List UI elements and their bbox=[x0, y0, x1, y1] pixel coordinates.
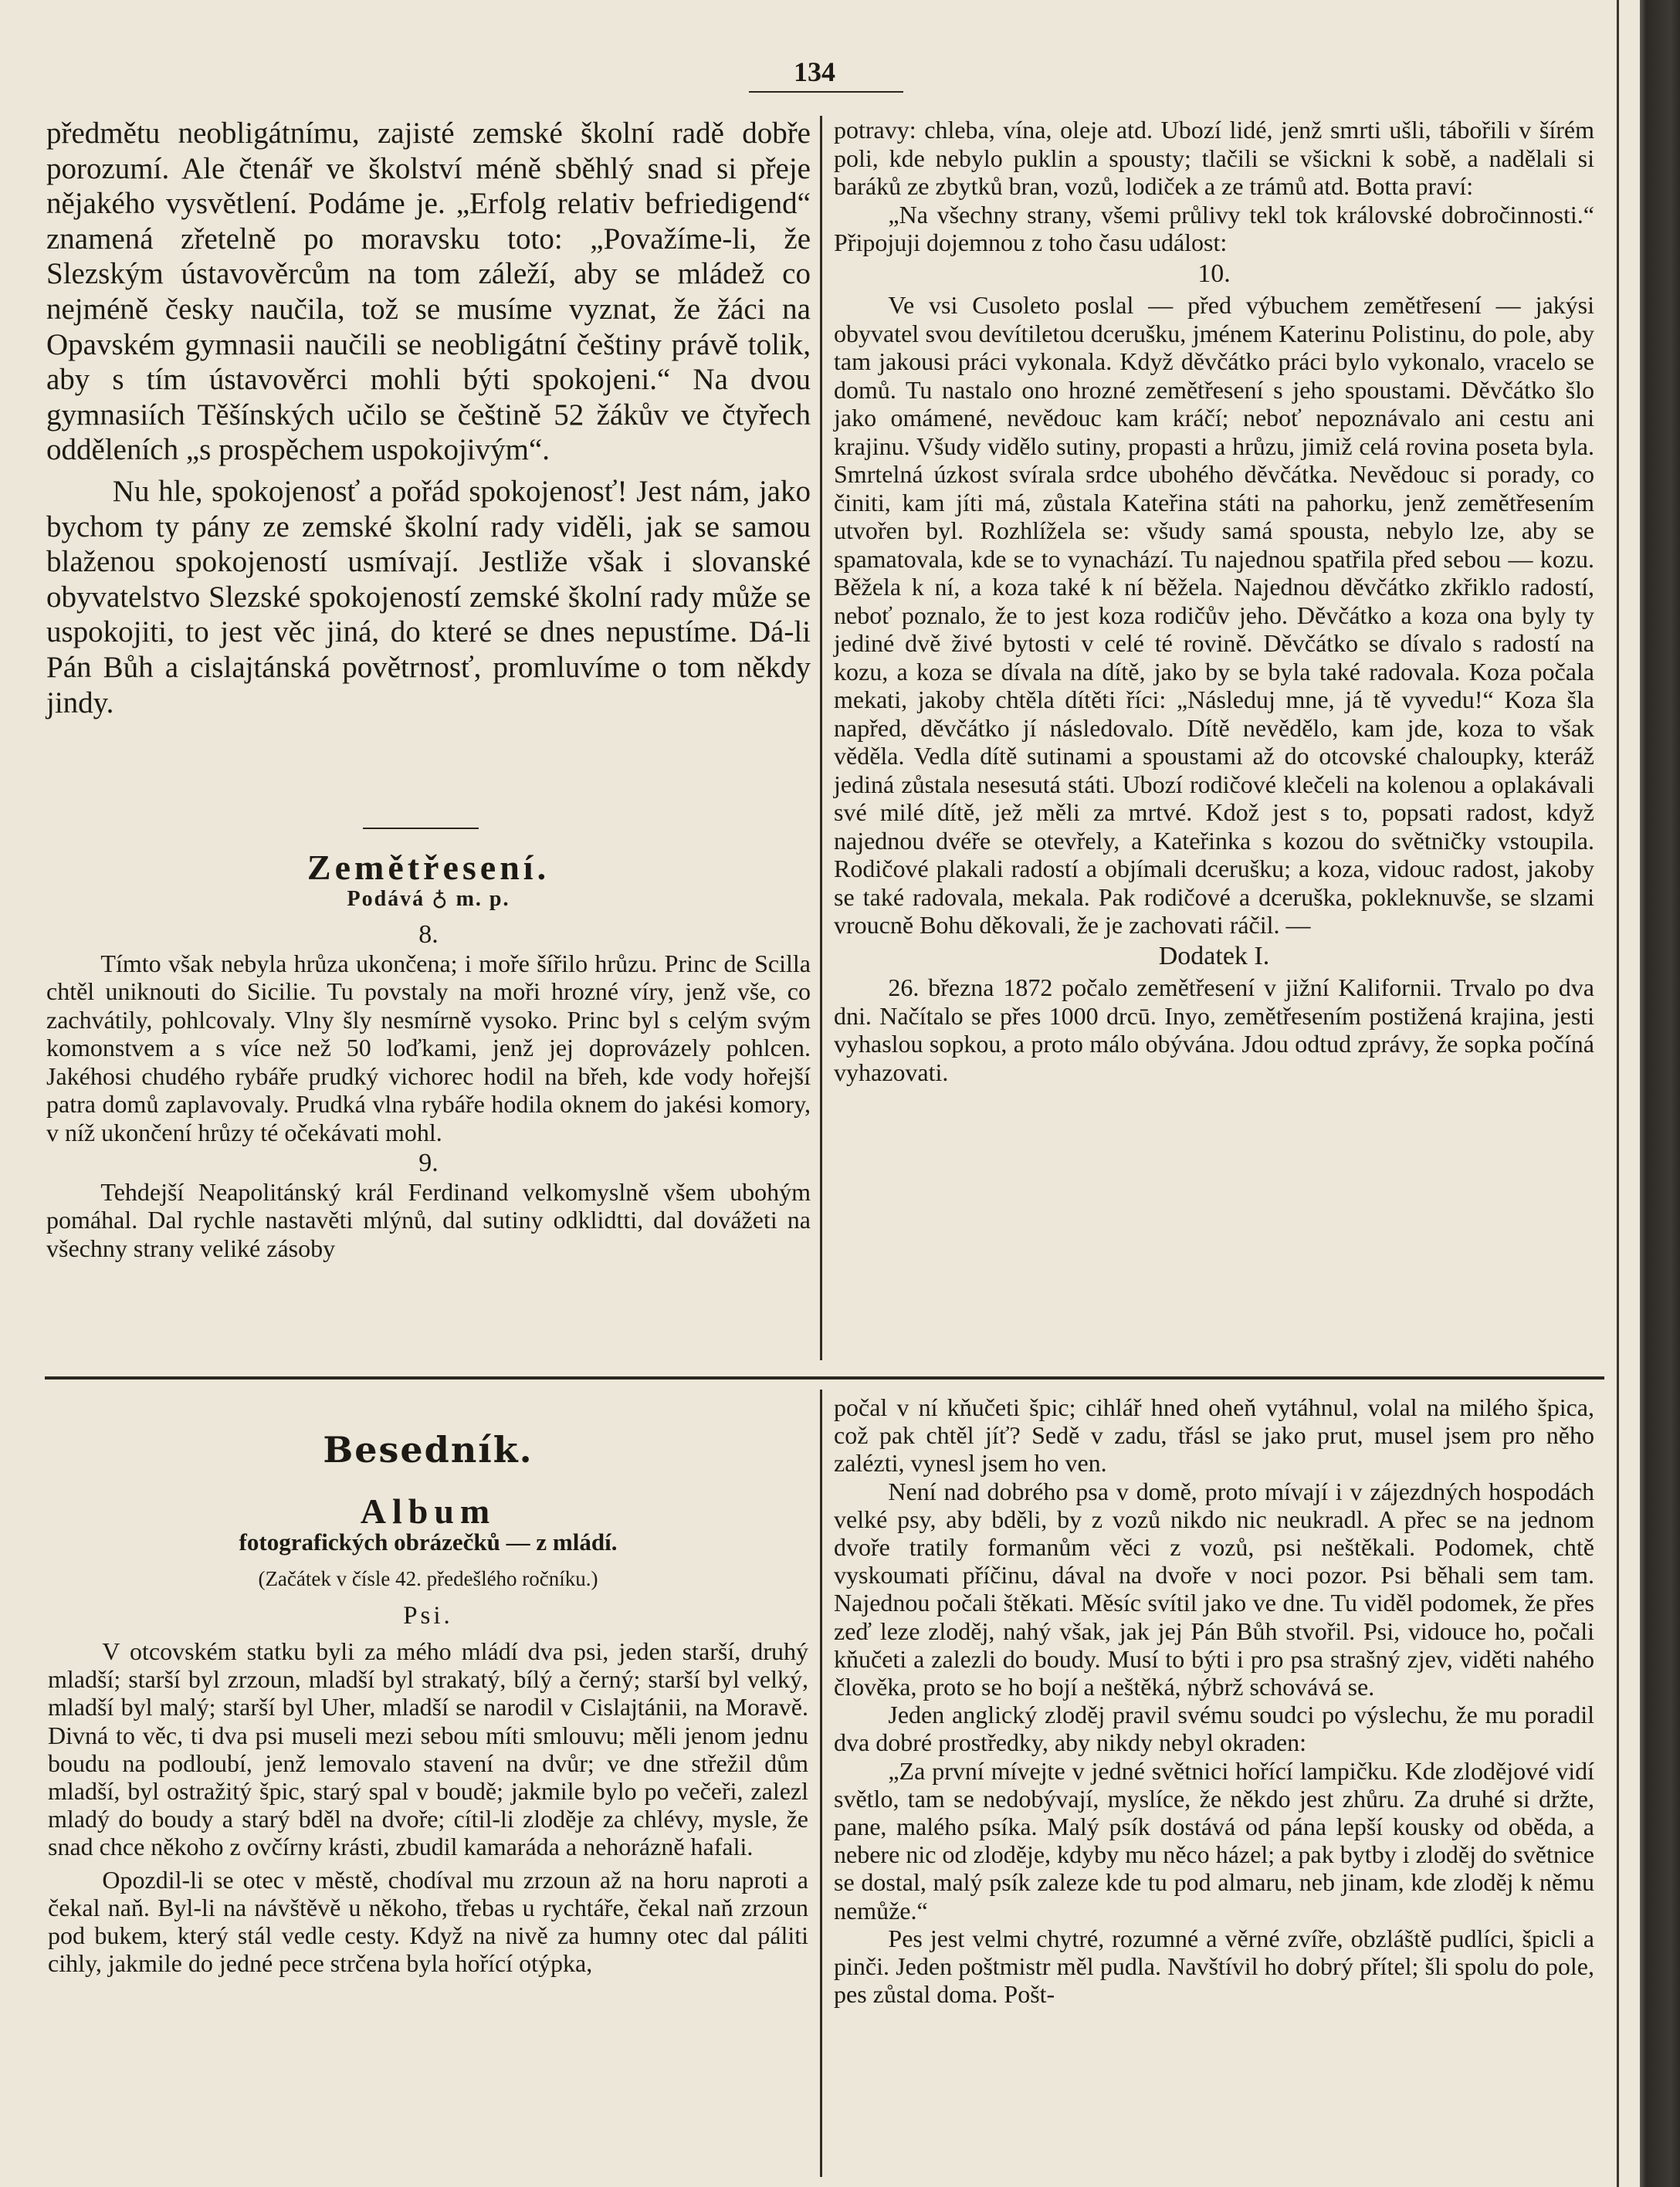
article-end-rule bbox=[363, 828, 479, 829]
quake-title: Zemětřesení. bbox=[307, 848, 550, 887]
album-note: (Začátek v čísle 42. předešlého ročníku.) bbox=[258, 1566, 598, 1590]
paragraph: předmětu neobligátnímu, zajisté zemské školní radě dobře porozumí. Ale čtenář ve školství méně sběhlý snad si přeje nějakého vysvětlení. Podáme je. „Erfolg relativ befriedigend“ znamená zřetelně po moravsku toto: „Považíme-li, že Slezským ústavověrcům na tom záleží, aby se mládež co nejméně česky naučila, tož se musíme vyznat, že žáci na Opavském gymnasii naučili se neobligátní češtiny právě tolik, aby s tím ústavověrci mohli býti spokojeni.“ Na dvou gymnasiích Těšínských učilo se češtině 52 žákův ve čtyřech odděleních „s prospěchem uspokojivým“. bbox=[46, 117, 811, 467]
psi-title: Psi. bbox=[403, 1601, 453, 1630]
besednik-right-column bbox=[834, 1393, 1594, 2008]
paragraph: Opozdil-li se otec v městě, chodíval mu zrzoun až na horu naproti a čekal naň. Byl-li na návštěvě u někoho, třebas u rychtáře, čekal naň zrzoun pod bukem, který stál vedle cesty. Když na nivě za humny otec dal páliti cihly, jakmile do jedné pece strčena byla hořící otýpka, bbox=[48, 1865, 808, 1978]
left-column-top bbox=[46, 116, 811, 720]
page-binding-edge bbox=[1640, 0, 1680, 2187]
section-number: 9. bbox=[418, 1149, 439, 1177]
paragraph: Ve vsi Cusoleto poslal — před výbuchem zemětřesení — jakýsi obyvatel svou devítiletou dcerušku, jménem Katerinu Polistinu, do pole, aby tam jakousi práci vykonala. Když děvčátko práci bylo vykonalo, vracelo se domů. Tu nastalo ono hrozné zemětřesení s jeho spoustami. Děvčátko šlo jako omámené, nevědouc kam kráčí; neboť nepoznávalo ani cestu ani krajinu. Všudy vidělo sutiny, propasti a hrůzu, jimiž celá rovina poseta byla. Smrtelná úzkost svírala srdce ubohého děvčátka. Nevědouc si porady, co činiti, kam jíti má, zůstala Kateřina státi na pahorku, jenž zemětřesením utvořen byl. Rozhlížela se: všudy samá spousta, nebylo lze, aby se spamatovala, kde se to vynachází. Tu najednou spatřila před sebou — kozu. Běžela k ní, a koza také k ní běžela. Najednou děvčátko zkřiklo radostí, neboť poznalo, že to jest koza rodičův jeho. Děvčátko a koza ona byly ty jediné dvě živé bytosti v celé té rovině. Děvčátko se dívalo s radostí na kozu, a koza se dívala na dítě, jako by se byla také radovala. Koza počala mekati, jakoby chtěla dítěti říci: „Následuj mne, já tě vyvedu!“ Koza šla napřed, děvčátko jí následovalo. Dítě nevědělo, kam jde, koza to však věděla. Vedla dítě sutinami a spoustami až do otcovské chaloupky, kteráž jediná zůstala nesesutá státi. Ubozí rodičové klečeli na kolenou a oplakávali své milé dítě, jež měli za mrtvé. Kdož jest s to, popsati radost, když najednou dvéře se otevřely, a Kateřinka s kozou do světničky vstoupila. Rodičové plakali radostí a objímali dcerušku; a koza, vidouc radost, jakoby se také radovala, mekala. Pak rodičové a dceruška, pokleknuvše, se slzami vroucně Bohu děkovali, že je zachovati ráčil. — bbox=[834, 291, 1594, 939]
paragraph: potravy: chleba, vína, oleje atd. Ubozí lidé, jenž smrti ušli, tábořili v šírém poli, kde nebylo puklin a spousty; tlačili se všickni k sobě, a nadělali si baráků ze zbytků bran, vozů, lodiček a ze trámů atd. Botta praví: bbox=[834, 116, 1594, 200]
quake-article-left bbox=[46, 849, 811, 1262]
paragraph: Tehdejší Neapolitánský král Ferdinand velkomyslně všem ubohým pomáhal. Dal rychle nastavěti mlýnů, dal sutiny odklidtti, dal dovážeti na všechny strany veliké zásoby bbox=[46, 1177, 811, 1262]
quote-paragraph: „Za první mívejte v jedné světnici hořící lampičku. Kde zlodějové vidí světlo, tam se nedobývají, myslíce, že někdo jest zhůru. Za druhé si držte, pane, malého psíka. Malý psík dostává od pána lepší kousky od oběda, a nebere nic od zloděje, kdyby mu něco házel; a pak bytby i zloděj do světnice se dostal, malý psík zaleze kde tu pod almaru, neb jinam, kde zloděj k němu nemůže.“ bbox=[834, 1756, 1594, 1925]
album-title: Album bbox=[360, 1491, 496, 1532]
page-number: 134 bbox=[794, 56, 835, 87]
album-subtitle: fotografických obrázečků — z mládí. bbox=[239, 1529, 618, 1556]
page-number-rule bbox=[749, 91, 903, 93]
paragraph: Nu hle, spokojenosť a pořád spokojenosť! Jest nám, jako bychom ty pány ze zemské školní rady viděli, jak se samou blaženou spokojeností usmívají. Jestliže však i slovanské obyvatelstvo Slezské spokojeností zemské školní rady může se uspokojiti, to jest věc jiná, do které se dnes nepustíme. Dá-li Pán Bůh a cislajtánská povětrnosť, promluvíme o tom někdy jindy. bbox=[46, 474, 811, 719]
right-column-top bbox=[834, 116, 1594, 1086]
paragraph: Pes jest velmi chytré, rozumné a věrné zvíře, obzláště pudlíci, špicli a pinči. Jeden poštmistr měl pudla. Navštívil ho dobrý přítel; šli spolu do pole, pes zůstal doma. Pošt- bbox=[834, 1924, 1594, 2009]
quote-paragraph: „Na všechny strany, všemi průlivy tekl tok královské dobročinnosti.“ Připojuji dojemnou z toho času událost: bbox=[834, 200, 1594, 256]
paragraph: Není nad dobrého psa v domě, proto mívají i v zájezdných hospodách velké psy, aby bděli, by z vozů nikdo nic neukradl. A přec se na jednom dvoře tratily formanům věci z vozů, psi neštěkali. Podomek, chtě vyskoumati příčinu, dával na dvoře v noci pozor. Psi běhali sem tam. Najednou počali štěkati. Měsíc svítil jako ve dne. Tu viděl podomek, že přes zeď leze zloděj, nahý však, jak jej Pán Bůh stvořil. Psi, vidouce ho, počali kňučeti a zalezli do boudy. Musí to býti i pro psa strašný zjev, viděti nahého člověka, proto se ho bojí a neštěká, nýbrž schovává se. bbox=[834, 1477, 1594, 1701]
section-number: 8. bbox=[418, 920, 439, 949]
section-rule bbox=[45, 1376, 1604, 1380]
section-number: 10. bbox=[1197, 259, 1231, 288]
paragraph: 26. března 1872 počalo zemětřesení v jižní Kalifornii. Trvalo po dva dni. Načítalo se přes 1000 drcū. Inyo, zemětřesením postižená krajina, jesti vyhaslou sopkou, a proto málo obývána. Jdou odtud zprávy, že sopka počíná vyhazovati. bbox=[834, 973, 1594, 1086]
besednik-title: Besedník. bbox=[323, 1429, 533, 1471]
paragraph: Jeden anglický zloděj pravil svému soudci po výslechu, že mu poradil dva dobré prostředky, aby nikdy nebyl okraden: bbox=[834, 1701, 1594, 1757]
column-divider-bottom bbox=[820, 1390, 822, 2177]
addendum-title: Dodatek I. bbox=[1158, 941, 1270, 970]
besednik-left-column bbox=[48, 1413, 808, 1977]
paragraph: V otcovském statku byli za mého mládí dva psi, jeden starší, druhý mladší; starší byl zrzoun, mladší byl strakatý, bílý a černý; starší byl velký, mladší byl malý; starší byl Uher, mladší se narodil v Cislajtánii, na Moravě. Divná to věc, ti dva psi museli mezi sebou míti smlouvu; měli jenom jednu boudu na podloubí, jenž lemovalo stavení na dvůr; ve dne střežil dům mladší, byl ostražitý špic, starý spal v boudě; jakmile bylo po večeři, zalezl mladý do boudy a starý bděl na dvoře; cítil-li zloděje za chlévy, mysle, že snad chce někoho z ovčírny krásti, zbudil kamaráda a nehorázně hafali. bbox=[48, 1637, 808, 1861]
column-divider-top bbox=[820, 116, 822, 1360]
paragraph: počal v ní kňučeti špic; cihlář hned oheň vytáhnul, volal na milého špica, což pak chtěl jíť? Sedě v zadu, třásl se jako prut, musel jsem pro něho zalézti, vynesl jsem ho ven. bbox=[834, 1393, 1594, 1478]
page-edge-line bbox=[1617, 0, 1619, 2187]
paragraph: Tímto však nebyla hrůza ukončena; i moře šířilo hrůzu. Princ de Scilla chtěl uniknouti do Sicilie. Tu povstaly na moři hrozné víry, jenž vše, co zachvátily, pohlcovaly. Vlny šly nesmírně vysoko. Princ byl s celým svým komonstvem a s více než 50 loďkami, jenž jej doprovázely pohlcen. Jakéhosi chudého rybáře prudký vichorec hodil na břeh, kde vody hořejší patra domů zaplavovaly. Prudká vlna rybáře hodila oknem do jakési komory, v níž ukončení hrůzy té očekávati mohl. bbox=[46, 949, 811, 1146]
quake-byline: Podává ♁ m. p. bbox=[347, 886, 510, 911]
